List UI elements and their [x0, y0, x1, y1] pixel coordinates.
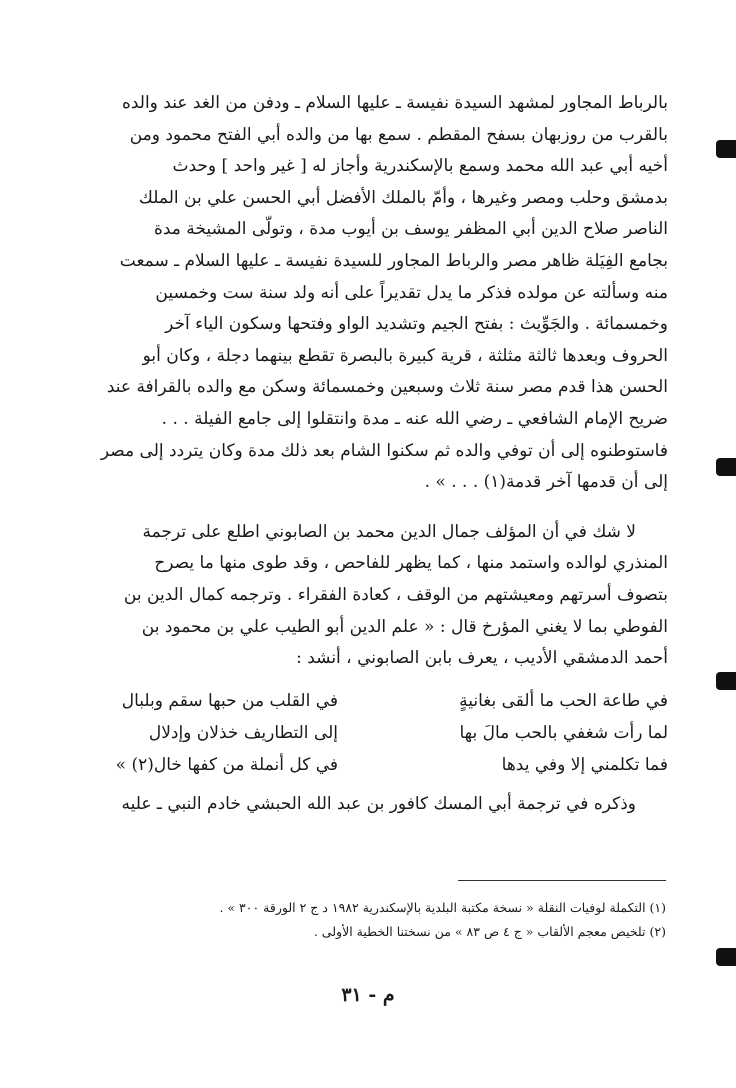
text-line: أخيه أبي عبد الله محمد وسمع بالإسكندرية وأجاز له [ غير واحد ] وحدث	[172, 156, 668, 177]
verse-line	[68, 685, 668, 717]
paragraph-2	[68, 517, 668, 675]
paragraph-1	[68, 88, 668, 499]
binding-mark	[716, 672, 736, 690]
footnotes	[90, 896, 666, 944]
closing-line: وذكره في ترجمة أبي المسك كافور بن عبد الله الحبشي خادم النبي ـ عليه	[121, 793, 636, 814]
verse-second-hemistich: في القلب من حبها سقم وبلبال	[121, 690, 338, 711]
binding-mark	[716, 140, 736, 158]
text-line: الحسن هذا قدم مصر سنة ثلاث وسبعين وخمسمائة وسكن مع والده بالقرافة عند	[106, 377, 668, 398]
text-line: وخمسمائة . والجَوِّيث : بفتح الجيم وتشديد الواو وفتحها وسكون الياء آخر	[165, 314, 668, 335]
text-line: فاستوطنوه إلى أن توفي والده ثم سكنوا الشام بعد ذلك مدة وكان يتردد إلى مصر	[100, 440, 668, 461]
footnote: (١) التكملة لوفيات النقلة « نسخة مكتبة البلدية بالإسكندرية ١٩٨٢ د ج ٢ الورقة ٣٠٠ » .	[219, 900, 666, 915]
text-line: بالرباط المجاور لمشهد السيدة نفيسة ـ عليها السلام ـ ودفن من الغد عند والده	[121, 93, 668, 113]
text-line: بتصوف أسرتهم ومعيشتهم من الوقف ، كعادة الفقراء . وترجمه كمال الدين بن	[123, 584, 668, 605]
verse-first-hemistich: فما تكلمني إلا وفي يدها	[501, 754, 668, 775]
binding-mark	[716, 948, 736, 966]
text-line: إلى أن قدمها آخر قدمة(١) . . . » .	[424, 472, 668, 493]
text-line: منه وسألته عن مولده فذكر ما يدل تقديراً على أنه ولد سنة ست وخمسين	[155, 282, 668, 303]
text-line: الفوطي بما لا يغني المؤرخ قال : « علم الدين أبو الطيب علي بن محمود بن	[141, 616, 668, 637]
binding-mark	[716, 458, 736, 476]
text-line: ضريح الإمام الشافعي ـ رضي الله عنه ـ مدة وانتقلوا إلى جامع الفيلة . . .	[161, 408, 668, 429]
footnote: (٢) تلخيص معجم الألقاب « ج ٤ ص ٨٣ » من نسختنا الخطية الأولى .	[313, 924, 666, 939]
text-line: الحروف وبعدها ثالثة مثلثة ، قرية كبيرة بالبصرة تقطع بينهما دجلة ، وكان أبو	[142, 345, 668, 366]
text-line: لا شك في أن المؤلف جمال الدين محمد بن الصابوني اطلع على ترجمة	[142, 521, 636, 542]
footnote-divider	[458, 880, 666, 881]
verse-line	[68, 749, 668, 781]
text-line: بالقرب من روزبهان بسفح المقطم . سمع بها من والده أبي الفتح محمود ومن	[129, 124, 668, 145]
text-line: المنذري لوالده واستمد منها ، كما يظهر للفاحص ، وقد طوى منها ما يصرح	[154, 553, 668, 574]
verse-second-hemistich: في كل أنملة من كفها خال(٢) »	[115, 754, 338, 775]
text-line: أحمد الدمشقي الأديب ، يعرف بابن الصابوني ، أنشد :	[296, 648, 668, 669]
text-line: الناصر صلاح الدين أبي المظفر يوسف بن أيوب مدة ، وتولّى المشيخة مدة	[153, 219, 668, 240]
poem	[68, 685, 668, 781]
page-body	[68, 88, 668, 837]
verse-first-hemistich: في طاعة الحب ما ألقى بغانيةٍ	[459, 690, 668, 711]
page-number: م - ٣١	[341, 984, 395, 1006]
text-line: بدمشق وحلب ومصر وغيرها ، وأمّ بالملك الأفضل أبي الحسن علي بن الملك	[138, 187, 668, 208]
verse-first-hemistich: لما رأت شغفي بالحب مالَ بها	[459, 722, 668, 743]
text-line: بجامع الفِيَلة ظاهر مصر والرباط المجاور للسيدة نفيسة ـ عليها السلام ـ سمعت	[119, 250, 668, 271]
verse-second-hemistich: إلى التطاريف خذلان وإدلال	[148, 722, 338, 743]
verse-line	[68, 717, 668, 749]
